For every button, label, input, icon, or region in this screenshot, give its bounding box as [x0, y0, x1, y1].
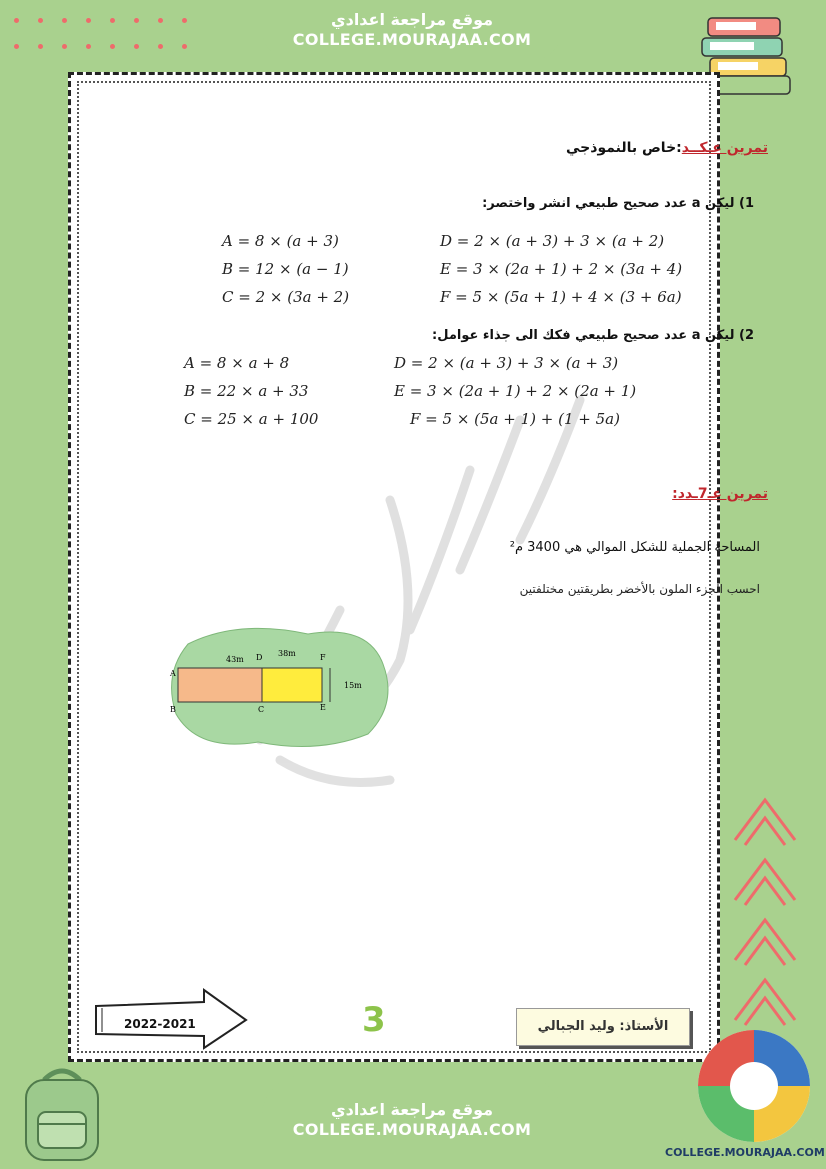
- equation-q1-f: F = 5 × (5a + 1) + 4 × (3 + 6a): [440, 288, 682, 306]
- label-e: E: [320, 703, 326, 712]
- equation-q1-b: B = 12 × (a − 1): [222, 260, 349, 278]
- school-year: 2022-2021: [124, 1017, 196, 1031]
- exercise1-heading: تمرين عـكــد:خاص بالنموذجي: [566, 140, 768, 156]
- label-a: A: [170, 669, 176, 678]
- label-d: D: [256, 653, 263, 662]
- equation-q2-d: D = 2 × (a + 3) + 3 × (a + 3): [394, 354, 619, 372]
- label-f: F: [320, 653, 326, 662]
- equation-q2-f: F = 5 × (5a + 1) + (1 + 5a): [410, 410, 620, 428]
- equation-q2-c: C = 25 × a + 100: [184, 410, 319, 428]
- equation-q1-c: C = 2 × (3a + 2): [222, 288, 350, 306]
- label-c: C: [258, 705, 265, 714]
- dimension-15m: 15m: [344, 681, 362, 690]
- site-name-arabic-footer: موقع مراجعة اعدادي: [330, 1100, 494, 1119]
- equation-q1-a: A = 8 × (a + 3): [222, 232, 339, 250]
- site-logo-icon: [694, 1026, 814, 1146]
- site-url[interactable]: COLLEGE.MOURAJAA.COM: [292, 30, 532, 49]
- exercise1-question1: 1) ليكن a عدد صحيح طبيعي انشر واختصر:: [482, 196, 754, 211]
- equation-q2-a: A = 8 × a + 8: [184, 354, 290, 372]
- backpack-icon: [8, 1060, 116, 1164]
- label-b: B: [170, 705, 176, 714]
- decorative-dots: [14, 18, 204, 52]
- site-footer-tab: [262, 1076, 562, 1169]
- page-number: 3: [362, 1000, 386, 1040]
- dimension-38m: 38m: [278, 649, 296, 658]
- equation-q1-d: D = 2 × (a + 3) + 3 × (a + 2): [440, 232, 665, 250]
- logo-caption: COLLEGE.MOURAJAA.COM: [665, 1146, 825, 1159]
- equation-q1-e: E = 3 × (2a + 1) + 2 × (3a + 4): [440, 260, 683, 278]
- rect-right: [262, 668, 322, 702]
- exercise2-line2: احسب الجزء الملون بالأخضر بطريقتين مختلفتين: [519, 582, 760, 596]
- equation-q2-e: E = 3 × (2a + 1) + 2 × (2a + 1): [394, 382, 637, 400]
- equation-q2-b: B = 22 × a + 33: [184, 382, 309, 400]
- site-name-arabic: موقع مراجعة اعدادي: [330, 10, 494, 29]
- rect-left: [178, 668, 262, 702]
- exercise2-heading: تمرين عـ7ـدد:: [672, 486, 768, 502]
- exercise2-line1: المساحة الجملية للشكل الموالي هي 3400 م²: [509, 540, 760, 555]
- exercise1-question2: 2) ليكن a عدد صحيح طبيعي فكك الى جذاء عوامل:: [432, 328, 754, 343]
- teacher-name: الأستاذ: وليد الجبالي: [516, 1008, 690, 1046]
- dimension-43m: 43m: [226, 655, 244, 664]
- site-url-footer[interactable]: COLLEGE.MOURAJAA.COM: [292, 1120, 532, 1139]
- site-header-tab: [262, 0, 562, 60]
- chevrons-decoration: [730, 790, 800, 1030]
- rectangle-figure: [168, 614, 398, 754]
